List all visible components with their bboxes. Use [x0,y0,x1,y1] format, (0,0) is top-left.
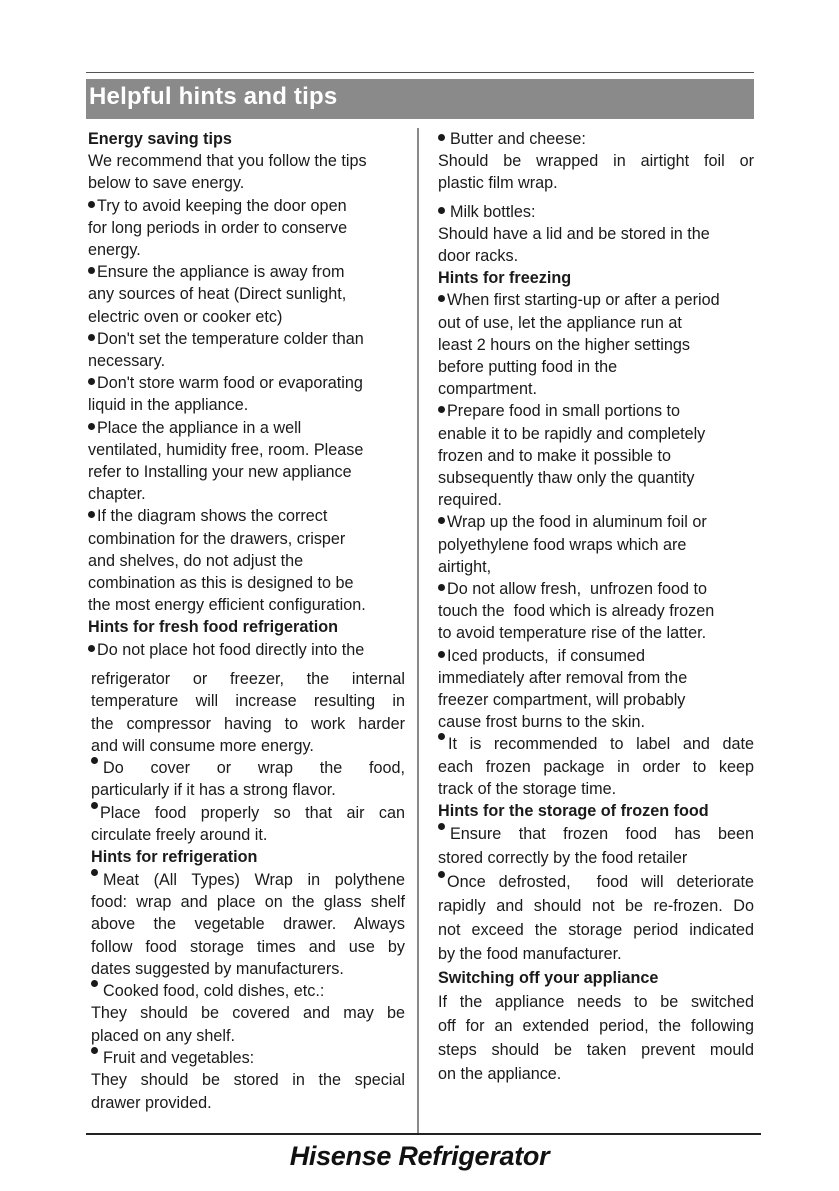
text-line: circulate freely around it. [91,826,268,845]
bullet-item: Try to avoid keeping the door open [88,195,398,217]
bullet-item: If the diagram shows the correct [88,505,398,527]
text-line: combination as this is designed to be [88,574,354,593]
refrigeration-heading: Hints for refrigeration [91,848,258,867]
text-line: drawer provided. [91,1093,212,1112]
bottom-rule [86,1133,761,1135]
text-line: placed on any shelf. [91,1026,235,1045]
bullet-icon [91,869,98,876]
fresh-heading: Hints for fresh food refrigeration [88,618,339,637]
bullet-item: Milk bottles: [438,201,754,223]
bullet-item: Place the appliance in a well [88,417,398,439]
text-line: They should be covered and may be [91,1004,405,1023]
bullet-icon [88,645,95,652]
text-line: the compressor having to work harder [91,714,405,733]
text-line: stored correctly by the food retailer [438,849,688,868]
text-line: touch the food which is already frozen [438,602,715,621]
left-column [88,128,398,661]
bullet-icon [438,295,445,302]
text-line: steps should be taken prevent mould [438,1041,754,1060]
bullet-icon [91,1047,98,1054]
switch-off-heading: Switching off your appliance [438,969,659,988]
text-line: food: wrap and place on the glass shelf [91,892,405,911]
bullet-icon [88,201,95,208]
bullet-item: Iced products, if consumed [438,645,754,667]
bullet-icon [438,207,445,214]
bullet-item: Ensure the appliance is away from [88,261,398,283]
bullet-item: Don't set the temperature colder than [88,328,398,350]
bullet-item: Once defrosted, food will deteriorate [438,870,754,894]
text-line: combination for the drawers, crisper [88,529,346,548]
bullet-item: Prepare food in small portions to [438,400,754,422]
text-line: airtight, [438,557,492,576]
text-line: and will consume more energy. [91,736,314,755]
text-line: each frozen package in order to keep [438,757,754,776]
text-line: polyethylene food wraps which are [438,535,687,554]
text-line: ventilated, humidity free, room. Please [88,440,364,459]
text-line: before putting food in the [438,358,618,377]
footer [0,1141,839,1172]
text-line: If the appliance needs to be switched [438,993,754,1012]
text-line: above the vegetable drawer. Always [91,915,405,934]
text-line: frozen and to make it possible to [438,446,672,465]
text-line: follow food storage times and use by [91,937,405,956]
text-line: enable it to be rapidly and completely [438,424,706,443]
text-line: not exceed the storage period indicated [438,921,754,940]
bullet-item: Fruit and vegetables: [91,1047,405,1069]
left-column-lower [91,668,405,1114]
bullet-item: Place food properly so that air can [91,802,405,824]
bullet-item: Wrap up the food in aluminum foil or [438,511,754,533]
text-line: cause frost burns to the skin. [438,713,645,732]
text-line: electric oven or cooker etc) [88,307,283,326]
bullet-icon [438,134,445,141]
text-line: We recommend that you follow the tips [88,152,367,171]
bullet-item: It is recommended to label and date [438,733,754,755]
text-line: dates suggested by manufacturers. [91,959,344,978]
section-title: Helpful hints and tips [89,83,338,110]
text-line: chapter. [88,485,146,504]
column-divider [417,128,419,1133]
bullet-icon [438,517,445,524]
text-line: required. [438,491,502,510]
bullet-item: Cooked food, cold dishes, etc.: [91,980,405,1002]
bullet-icon [438,823,445,830]
text-line: by the food manufacturer. [438,945,622,964]
bullet-icon [438,871,445,878]
text-line: any sources of heat (Direct sunlight, [88,285,347,304]
text-line: compartment. [438,380,537,399]
top-rule [86,72,754,73]
text-line: energy. [88,241,141,260]
text-line: below to save energy. [88,174,245,193]
bullet-icon [91,980,98,987]
text-line: necessary. [88,352,166,371]
text-line: rapidly and should not be re-frozen. Do [438,897,754,916]
bullet-item: Don't store warm food or evaporating [88,372,398,394]
text-line: track of the storage time. [438,779,617,798]
freezing-heading: Hints for freezing [438,269,572,288]
text-line: to avoid temperature rise of the latter. [438,624,707,643]
bullet-icon [88,267,95,274]
bullet-icon [438,733,445,740]
text-line: out of use, let the appliance run at [438,313,682,332]
bullet-icon [438,584,445,591]
right-column [438,128,754,1086]
bullet-icon [91,802,98,809]
text-line: off for an extended period, the following [438,1017,754,1036]
bullet-item: When first starting-up or after a period [438,289,754,311]
bullet-item: Ensure that frozen food has been [438,822,754,846]
bullet-icon [438,651,445,658]
text-line: refrigerator or freezer, the internal [91,670,405,688]
text-line: the most energy efficient configuration. [88,596,366,615]
bullet-item: Do not allow fresh, unfrozen food to [438,578,754,600]
bullet-item: Do cover or wrap the food, [91,757,405,779]
text-line: on the appliance. [438,1065,562,1084]
text-line: They should be stored in the special [91,1071,405,1090]
bullet-icon [88,511,95,518]
bullet-icon [438,406,445,413]
bullet-icon [88,334,95,341]
text-line: liquid in the appliance. [88,396,249,415]
text-line: for long periods in order to conserve [88,218,348,237]
text-line: Should be wrapped in airtight foil or [438,152,754,171]
bullet-item: Do not place hot food directly into the [88,639,398,661]
bullet-item: Meat (All Types) Wrap in polythene [91,869,405,891]
bullet-item: Butter and cheese: [438,128,754,150]
bullet-icon [88,378,95,385]
text-line: refer to Installing your new appliance [88,463,352,482]
text-line: subsequently thaw only the quantity [438,469,695,488]
text-line: Should have a lid and be stored in the [438,224,710,243]
bullet-icon [88,423,95,430]
energy-heading: Energy saving tips [88,130,232,148]
brand-logo-text: Hisense Refrigerator [289,1141,550,1171]
text-line: and shelves, do not adjust the [88,551,304,570]
bullet-icon [91,757,98,764]
text-line: particularly if it has a strong flavor. [91,781,336,800]
text-line: temperature will increase resulting in [91,692,405,711]
text-line: least 2 hours on the higher settings [438,335,690,354]
storage-heading: Hints for the storage of frozen food [438,802,709,821]
section-header [86,79,754,119]
text-line: immediately after removal from the [438,668,688,687]
text-line: plastic film wrap. [438,174,558,193]
text-line: freezer compartment, will probably [438,691,686,710]
text-line: door racks. [438,247,519,266]
